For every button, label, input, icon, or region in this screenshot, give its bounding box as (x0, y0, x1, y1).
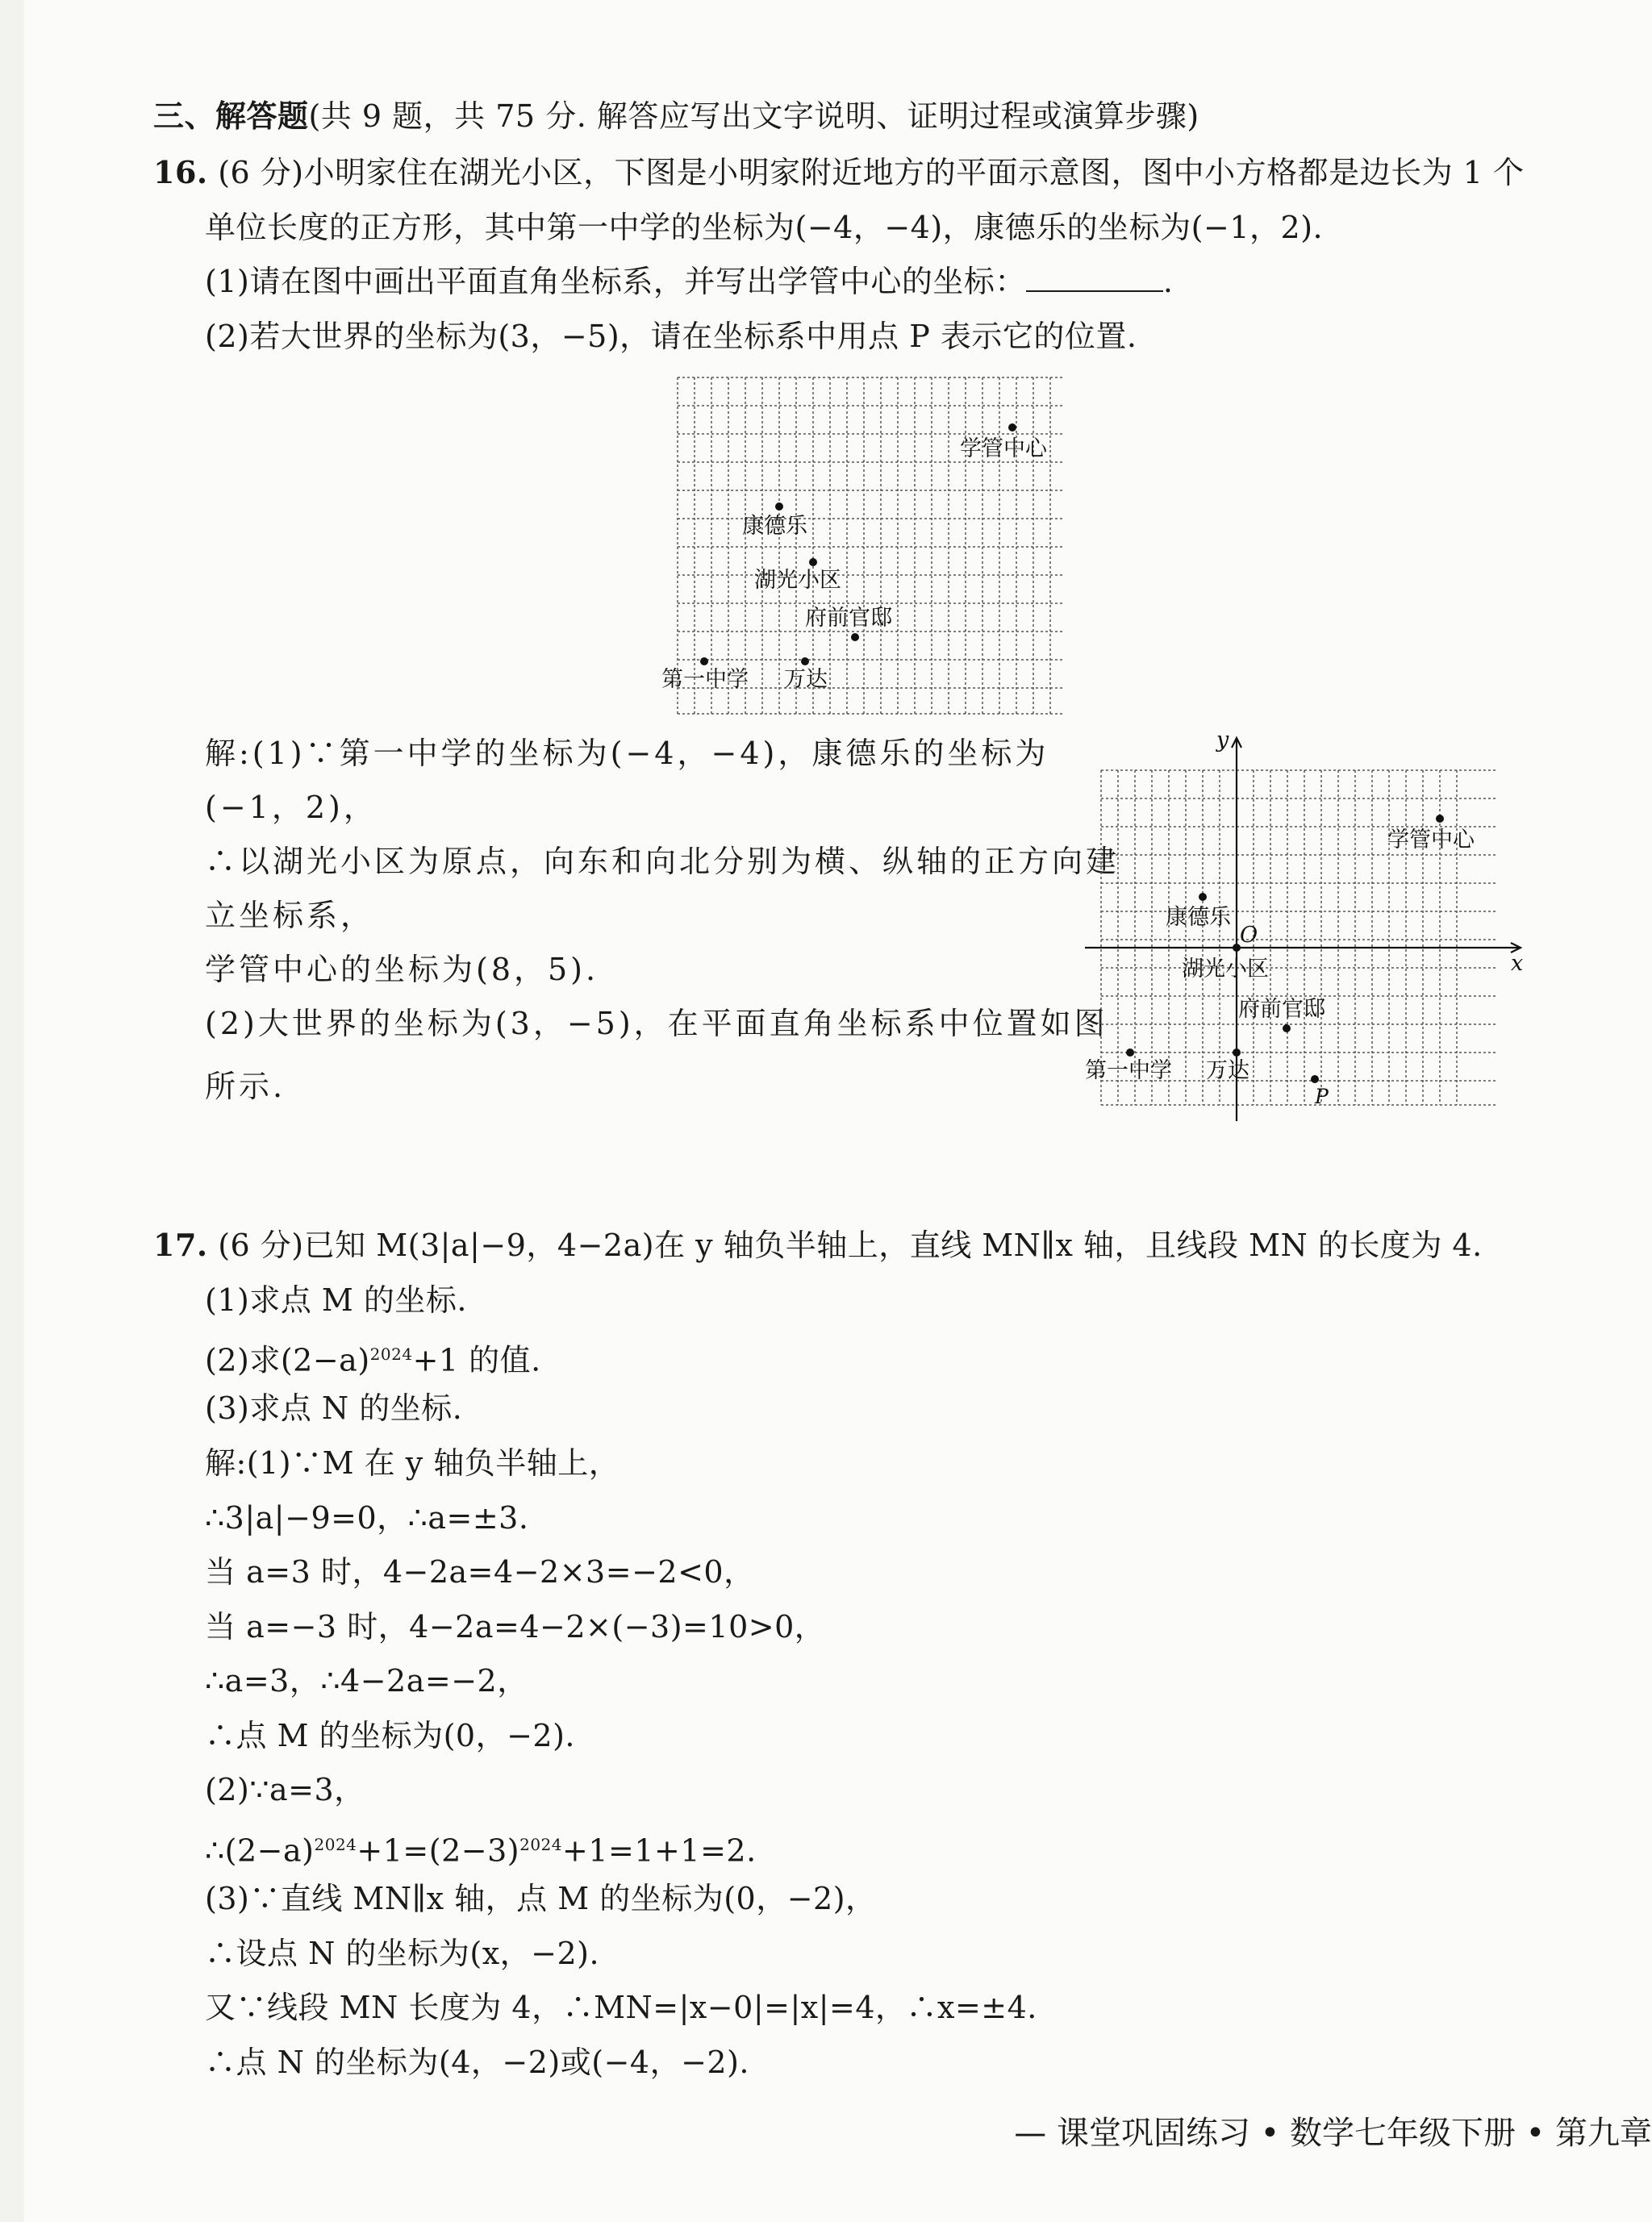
section-note: (共 9 题，共 75 分. 解答应写出文字说明、证明过程或演算步骤) (308, 98, 1199, 134)
q17-part2-a: (2)求(2−a) (205, 1342, 370, 1378)
q17-sol-line: 又∵线段 MN 长度为 4，∴MN=|x−0|=|x|=4，∴x=±4. (205, 1990, 1037, 2025)
label-fuqian: 府前官邸 (805, 606, 892, 631)
map-grid-question (661, 375, 1081, 722)
q16-part1-text: (1)请在图中画出平面直角坐标系，并写出学管中心的坐标： (205, 264, 1026, 299)
q17-part1: (1)求点 M 的坐标. (205, 1282, 467, 1318)
q17-stem: (6 分)已知 M(3|a|−9，4−2a)在 y 轴负半轴上，直线 MN∥x 轴，且线段 MN 的长度为 4. (218, 1228, 1483, 1263)
label-x-axis: x (1511, 951, 1524, 976)
sol-exp-2: 2024 (519, 1835, 563, 1854)
q17-part2 (205, 1335, 541, 1380)
q16-sol-line: (−1，2)， (205, 790, 378, 825)
q16-line1 (153, 153, 1524, 192)
label-diyi: 第一中学 (661, 667, 749, 692)
q16-number: 16. (153, 154, 208, 190)
q16-sol-line: 解:(1)∵第一中学的坐标为(−4，−4)，康德乐的坐标为 (205, 736, 1049, 771)
label-wanda: 万达 (784, 667, 828, 692)
q17-sol-line: 当 a=3 时，4−2a=4−2×3=−2<0， (205, 1554, 755, 1590)
q16-line2: 单位长度的正方形，其中第一中学的坐标为(−4，−4)，康德乐的坐标为(−1，2). (205, 210, 1324, 245)
page-footer: — 课堂巩固练习 • 数学七年级下册 • 第九章 (1014, 2115, 1652, 2152)
label-diyi: 第一中学 (1085, 1058, 1172, 1083)
q17-sol-line: (2)∵a=3， (205, 1772, 365, 1807)
q17-line1 (153, 1226, 1483, 1265)
q16-sol-line: 学管中心的坐标为(8，5). (205, 952, 599, 987)
q17-sol-line: ∴点 N 的坐标为(4，−2)或(−4，−2). (205, 2045, 750, 2080)
q17-sol-line: ∴设点 N 的坐标为(x，−2). (205, 1936, 600, 1971)
q17-sol-line: 当 a=−3 时，4−2a=4−2×(−3)=10>0， (205, 1609, 826, 1645)
point-wanda (801, 657, 809, 665)
answer-blank[interactable] (1026, 263, 1163, 292)
q16-part1 (205, 262, 1173, 301)
sol-exp-1: 2024 (314, 1835, 357, 1854)
label-y-axis: y (1216, 727, 1229, 752)
point-wanda (1233, 1048, 1241, 1057)
label-huguang: 湖光小区 (754, 568, 841, 593)
page-edge (0, 0, 24, 2222)
q17-sol-line: ∴点 M 的坐标为(0，−2). (205, 1718, 575, 1753)
label-kangdele: 康德乐 (1166, 905, 1231, 930)
point-xueguan (1436, 815, 1444, 823)
q17-sol-power-line (205, 1825, 757, 1870)
label-fuqian: 府前官邸 (1238, 997, 1325, 1022)
label-wanda: 万达 (1206, 1058, 1249, 1083)
q17-sol-line: (3)∵直线 MN∥x 轴，点 M 的坐标为(0，−2)， (205, 1881, 877, 1916)
q17-sol-line: ∴a=3，∴4−2a=−2， (205, 1663, 528, 1699)
q16-part1-end: . (1162, 264, 1174, 299)
point-kangdele (775, 502, 783, 511)
label-xueguan: 学管中心 (1387, 828, 1475, 853)
point-xueguan (1008, 423, 1016, 431)
sol-exp-c: +1=1+1=2. (562, 1832, 757, 1869)
label-origin: O (1240, 923, 1258, 948)
label-huguang: 湖光小区 (1182, 957, 1269, 982)
point-diyi (1126, 1048, 1134, 1057)
point-p (1311, 1075, 1319, 1083)
label-p: P (1315, 1085, 1329, 1108)
q16-sol-line: ∴以湖光小区为原点，向东和向北分别为横、纵轴的正方向建 (205, 844, 1120, 879)
q16-sol-line: 所示. (205, 1069, 286, 1104)
q16-stem: (6 分)小明家住在湖光小区，下图是小明家附近地方的平面示意图，图中小方格都是边长为 1 个 (218, 155, 1525, 190)
section-header (153, 97, 1199, 135)
section-title: 三、解答题 (153, 98, 309, 134)
q17-part2-b: +1 的值. (412, 1342, 541, 1378)
q17-part2-exp: 2024 (369, 1344, 413, 1364)
sol-exp-b: +1=(2−3) (357, 1832, 520, 1869)
q16-sol-line: (2)大世界的坐标为(3，−5)，在平面直角坐标系中位置如图 (205, 1006, 1108, 1041)
q17-sol-line: 解:(1)∵M 在 y 轴负半轴上， (205, 1445, 620, 1481)
point-huguang (809, 558, 817, 566)
q17-sol-line: ∴3|a|−9=0，∴a=±3. (205, 1500, 529, 1536)
q17-part3: (3)求点 N 的坐标. (205, 1390, 463, 1426)
point-fuqian (1283, 1024, 1291, 1032)
q17-number: 17. (153, 1227, 208, 1263)
label-xueguan: 学管中心 (960, 436, 1047, 461)
q16-part2: (2)若大世界的坐标为(3，−5)，请在坐标系中用点 P 表示它的位置. (205, 319, 1137, 354)
coordinate-system-figure (1085, 726, 1529, 1125)
point-diyi (700, 657, 708, 665)
sol-exp-a: ∴(2−a) (205, 1832, 315, 1869)
point-fuqian (851, 633, 859, 641)
point-kangdele (1199, 893, 1207, 901)
label-kangdele: 康德乐 (742, 514, 807, 539)
q16-sol-line: 立坐标系， (205, 898, 375, 933)
